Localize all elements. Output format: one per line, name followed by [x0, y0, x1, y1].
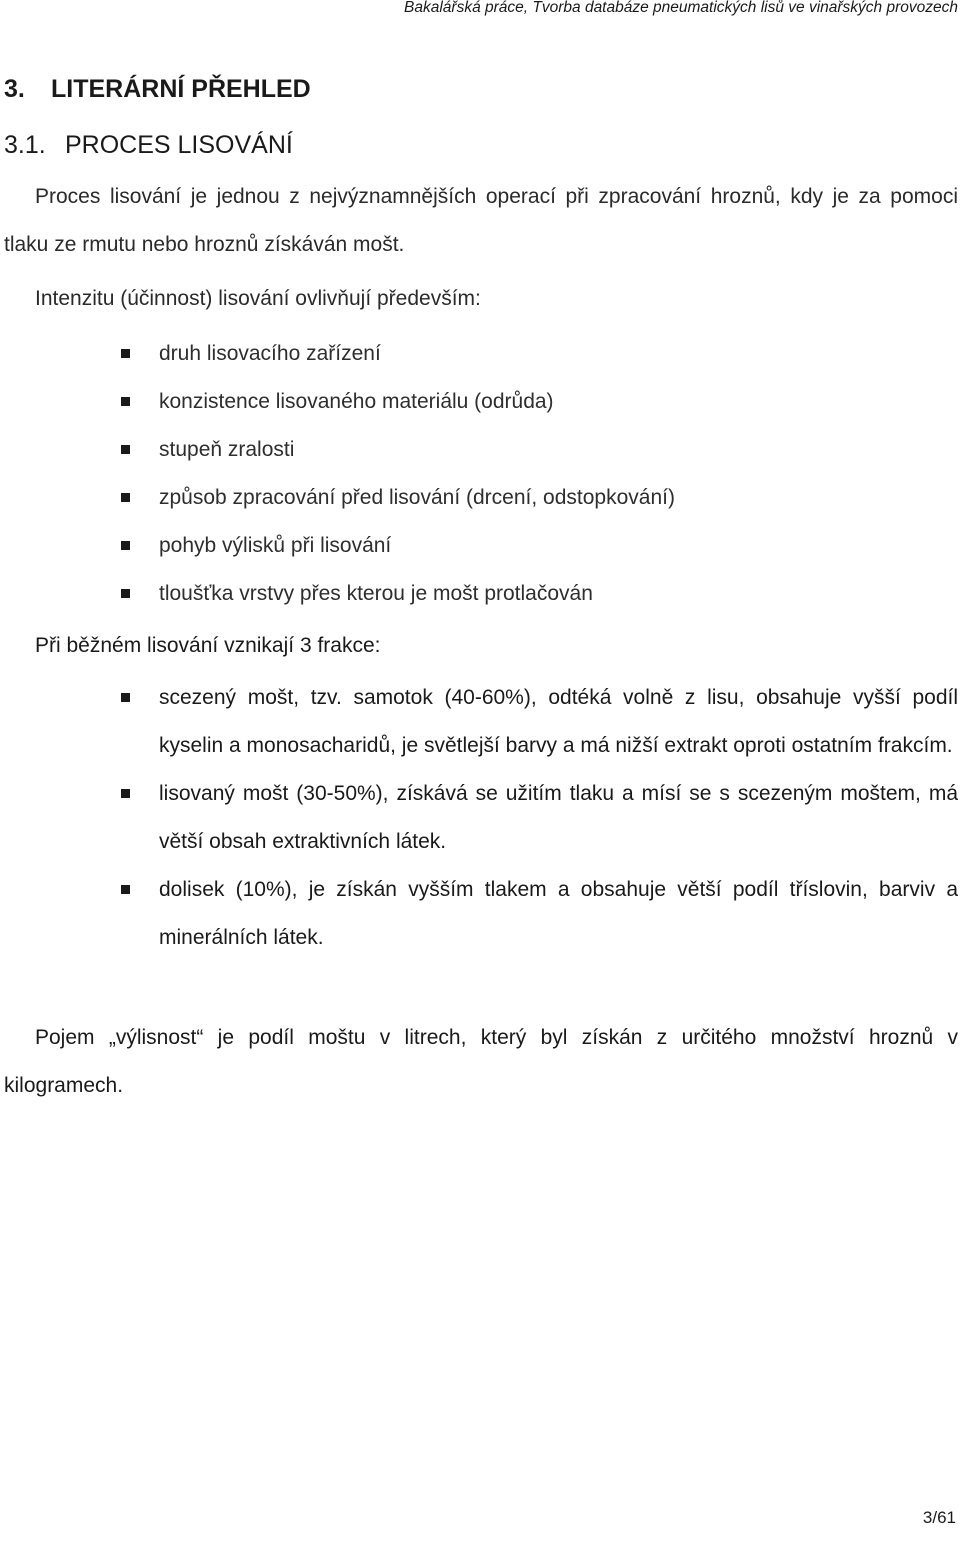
list-item [0, 378, 958, 426]
yield-paragraph: Pojem „výlisnost“ je podíl moštu v litrech, který byl získán z určitého množství hroznů v kilogramech. [4, 1026, 958, 1097]
list-item-text: tloušťka vrstvy přes kterou je mošt protlačován [159, 582, 593, 605]
running-header: Bakalářská práce, Tvorba databáze pneumatických lisů ve vinařských provozech [404, 0, 958, 16]
square-bullet-icon [121, 885, 130, 894]
square-bullet-icon [121, 789, 130, 798]
list-item-text: pohyb výlisků při lisování [159, 534, 392, 557]
section-title: PROCES LISOVÁNÍ [65, 131, 293, 159]
square-bullet-icon [121, 589, 130, 598]
list-item [0, 770, 958, 866]
list-item-text: konzistence lisovaného materiálu (odrůda) [159, 390, 554, 413]
list-item-text: lisovaný mošt (30-50%), získává se užitím tlaku a mísí se s scezeným moštem, má větší obsah extraktivních látek. [159, 782, 958, 853]
list-item [0, 330, 958, 378]
list-item-text: stupeň zralosti [159, 438, 295, 461]
page-number: 3/61 [922, 1508, 956, 1527]
list-item-text: dolisek (10%), je získán vyšším tlakem a obsahuje větší podíl tříslovin, barviv a minerálních látek. [159, 878, 958, 949]
list-item-text: scezený mošt, tzv. samotok (40-60%), odtéká volně z lisu, obsahuje vyšší podíl kyselin a monosacharidů, je světlejší barvy a má nižší extrakt oproti ostatním frakcím. [159, 686, 958, 757]
factors-list [0, 330, 958, 618]
chapter-title: LITERÁRNÍ PŘEHLED [51, 75, 311, 103]
list-item [0, 570, 958, 618]
list-item [0, 866, 958, 962]
intensity-paragraph: Intenzitu (účinnost) lisování ovlivňují především: [35, 287, 481, 310]
intro-paragraph: Proces lisování je jednou z nejvýznamnějších operací při zpracování hroznů, kdy je za pomoci tlaku ze rmutu nebo hroznů získáván mošt. [4, 185, 958, 256]
list-item [0, 426, 958, 474]
square-bullet-icon [121, 493, 130, 502]
list-item [0, 474, 958, 522]
square-bullet-icon [121, 541, 130, 550]
square-bullet-icon [121, 397, 130, 406]
section-heading [4, 128, 293, 162]
chapter-number: 3. [4, 75, 25, 103]
square-bullet-icon [121, 349, 130, 358]
square-bullet-icon [121, 445, 130, 454]
chapter-heading [4, 72, 311, 106]
fractions-paragraph: Při běžném lisování vznikají 3 frakce: [35, 634, 381, 657]
fractions-list [0, 674, 958, 962]
square-bullet-icon [121, 693, 130, 702]
list-item-text: způsob zpracování před lisování (drcení, odstopkování) [159, 486, 675, 509]
list-item [0, 674, 958, 770]
list-item-text: druh lisovacího zařízení [159, 342, 381, 365]
list-item [0, 522, 958, 570]
section-number: 3.1. [4, 131, 46, 159]
